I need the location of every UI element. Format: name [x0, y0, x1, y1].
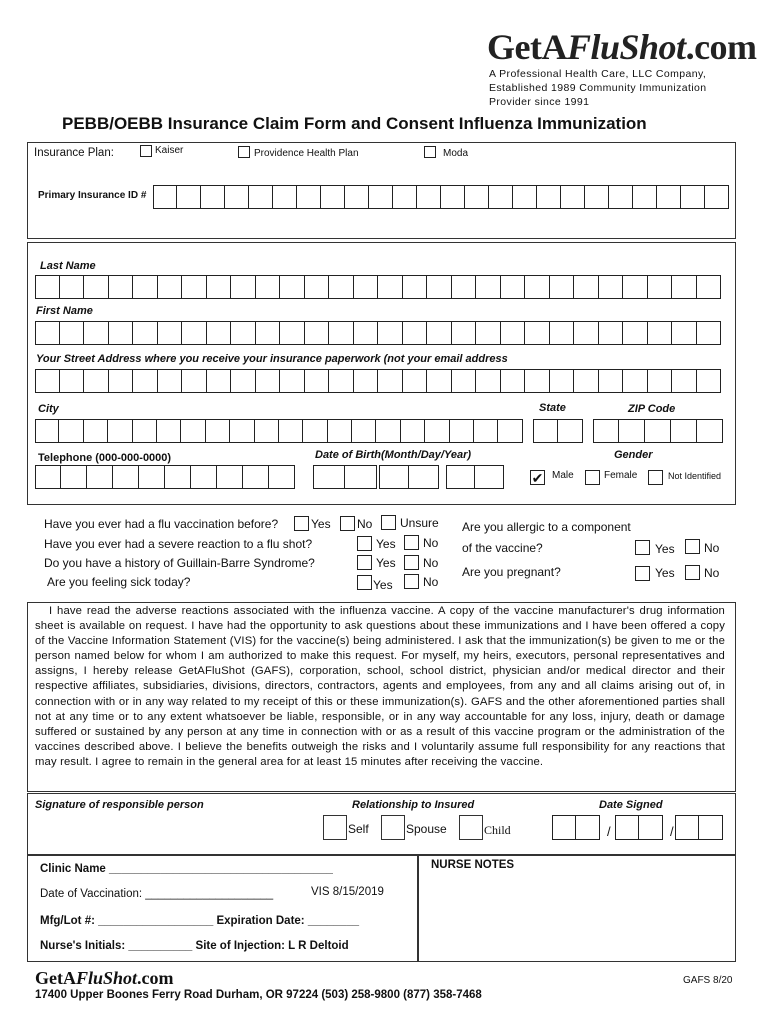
not-identified-label: Not Identified [668, 471, 722, 481]
q6-yes-checkbox[interactable] [635, 566, 650, 581]
tagline-line-1: A Professional Health Care, LLC Company, [489, 68, 707, 80]
insurance-id-label: Primary Insurance ID # [38, 190, 147, 201]
last-name-label: Last Name [40, 260, 96, 272]
footer-logo: GetAFluShot.com [35, 968, 174, 988]
spouse-label: Spouse [406, 822, 447, 836]
kaiser-label: Kaiser [155, 145, 184, 156]
child-checkbox[interactable] [459, 815, 483, 840]
q1-yes-label: Yes [311, 517, 331, 531]
state-input[interactable] [533, 419, 583, 443]
q5-yes-label: Yes [655, 542, 675, 556]
nurse-notes-label: NURSE NOTES [431, 859, 515, 871]
spouse-checkbox[interactable] [381, 815, 405, 840]
q-severe-reaction: Have you ever had a severe reaction to a flu shot? [44, 537, 313, 551]
q-feeling-sick: Are you feeling sick today? [47, 575, 191, 589]
moda-label: Moda [443, 148, 469, 159]
zip-input[interactable] [593, 419, 723, 443]
q5-no-label: No [704, 541, 720, 555]
first-name-input[interactable] [35, 321, 721, 345]
insurance-plan-label: Insurance Plan: [34, 147, 114, 159]
self-checkbox[interactable] [323, 815, 347, 840]
q4-yes-label: Yes [373, 578, 393, 592]
q-allergic-line-2: of the vaccine? [462, 541, 543, 555]
not-identified-checkbox[interactable] [648, 470, 663, 485]
nurse-notes-section [418, 855, 736, 962]
insurance-id-input[interactable] [153, 185, 729, 209]
company-tagline [489, 67, 729, 109]
female-checkbox[interactable] [585, 470, 600, 485]
gender-label: Gender [614, 449, 653, 461]
address-input[interactable] [35, 369, 721, 393]
dob-label: Date of Birth(Month/Day/Year) [315, 449, 472, 461]
mfg-lot-field[interactable]: Mfg/Lot #: __________________ Expiration Date: ________ [40, 915, 359, 927]
tagline-line-2: Established 1989 Community Immunization [489, 82, 707, 94]
q4-no-checkbox[interactable] [404, 574, 419, 589]
state-label: State [539, 402, 566, 414]
male-checkbox[interactable]: ✔ [531, 470, 544, 486]
male-label: Male [552, 470, 574, 481]
relationship-label: Relationship to Insured [352, 799, 475, 811]
telephone-label: Telephone (000-000-0000) [38, 452, 172, 464]
q3-yes-label: Yes [376, 556, 396, 570]
child-label: Child [484, 823, 511, 837]
date-month-input[interactable] [552, 815, 600, 840]
q1-yes-checkbox[interactable] [294, 516, 309, 531]
q-prior-vaccination: Have you ever had a flu vaccination before? [44, 517, 279, 531]
q3-no-checkbox[interactable] [404, 555, 419, 570]
q-allergic-line-1: Are you allergic to a component [462, 520, 631, 534]
moda-checkbox[interactable] [424, 146, 436, 158]
q2-yes-label: Yes [376, 537, 396, 551]
telephone-input[interactable] [35, 465, 295, 489]
providence-checkbox[interactable] [238, 146, 250, 158]
date-year-input[interactable] [675, 815, 723, 840]
date-day-input[interactable] [615, 815, 663, 840]
vaccination-date-field[interactable]: Date of Vaccination: ____________________ [40, 888, 274, 900]
female-label: Female [604, 470, 638, 481]
footer-address: 17400 Upper Boones Ferry Road Durham, OR 97224 (503) 258-9800 (877) 358-7468 [35, 989, 482, 1001]
date-slash-2: / [670, 824, 674, 839]
q-pregnant: Are you pregnant? [462, 565, 561, 579]
q3-yes-checkbox[interactable] [357, 555, 372, 570]
city-input[interactable] [35, 419, 523, 443]
q6-no-checkbox[interactable] [685, 565, 700, 580]
q5-yes-checkbox[interactable] [635, 540, 650, 555]
q2-yes-checkbox[interactable] [357, 536, 372, 551]
q1-unsure-checkbox[interactable] [381, 515, 396, 530]
address-label: Your Street Address where you receive your insurance paperwork (not your email address [36, 353, 508, 365]
self-label: Self [348, 822, 369, 836]
q1-no-label: No [357, 517, 373, 531]
q1-unsure-label: Unsure [400, 516, 439, 530]
q3-no-label: No [423, 556, 439, 570]
date-signed-label: Date Signed [599, 799, 663, 811]
dob-month-input[interactable] [313, 465, 377, 489]
dob-year-input[interactable] [446, 465, 504, 489]
form-code: GAFS 8/20 [683, 975, 733, 986]
vis-date: VIS 8/15/2019 [311, 886, 384, 898]
q6-no-label: No [704, 566, 720, 580]
form-title: PEBB/OEBB Insurance Claim Form and Consent Influenza Immunization [62, 114, 647, 133]
clinic-name-field[interactable]: Clinic Name ___________________________________ [40, 863, 333, 875]
last-name-input[interactable] [35, 275, 721, 299]
q2-no-label: No [423, 536, 439, 550]
tagline-line-3: Provider since 1991 [489, 96, 590, 108]
dob-day-input[interactable] [379, 465, 439, 489]
q4-yes-checkbox[interactable] [357, 575, 372, 590]
date-slash-1: / [607, 824, 611, 839]
company-logo: GetAFluShot.com [487, 27, 757, 67]
q2-no-checkbox[interactable] [404, 535, 419, 550]
q5-no-checkbox[interactable] [685, 539, 700, 554]
nurse-initials-field[interactable]: Nurse's Initials: __________ Site of Injection: L R Deltoid [40, 940, 349, 952]
city-label: City [38, 403, 59, 415]
first-name-label: First Name [36, 305, 93, 317]
zip-label: ZIP Code [628, 403, 676, 415]
q1-no-checkbox[interactable] [340, 516, 355, 531]
q4-no-label: No [423, 575, 439, 589]
consent-text: I have read the adverse reactions associated with the influenza vaccine. A copy of the vaccine manufacturer's drug information sheet is available on request. I have had the opportunity to ask questions about these immunizations and I have been offered a copy of the Vaccine Information Statement (VIS) for the vaccine(s) being administered. I ask that the immunization(s) be given to me or the person named below for whom I am authorized to make this request. For myself, my heirs, executors, personal representatives and assigns, I hereby release GetAFluShot (GAFS), corporation, school, school district, physician and/or medical director and their respective affiliates, subsidiaries, divisions, directors, contractors, agents and employees, from any and all claims arising out of, in connection with or in any way related to my receipt of this or these immunization(s). GAFS and the other aforementioned parties shall not at any time or to any extent whatsoever be liable, responsible, or in any way accountable for any loss, injury, death or damage suffered or sustained by any person at any time in connection with or as a result of this vaccine program or the administration of the vaccines described above. I believe the benefits outweigh the risks and I voluntarily assume full responsibility for any reactions that may result. I agree to remain in the general area for at least 15 minutes after receiving the vaccine. [35, 605, 725, 768]
q-guillain-barre: Do you have a history of Guillain-Barre Syndrome? [44, 556, 315, 570]
providence-label: Providence Health Plan [254, 148, 359, 159]
q6-yes-label: Yes [655, 566, 675, 580]
signature-label: Signature of responsible person [35, 799, 204, 811]
kaiser-checkbox[interactable] [140, 145, 152, 157]
